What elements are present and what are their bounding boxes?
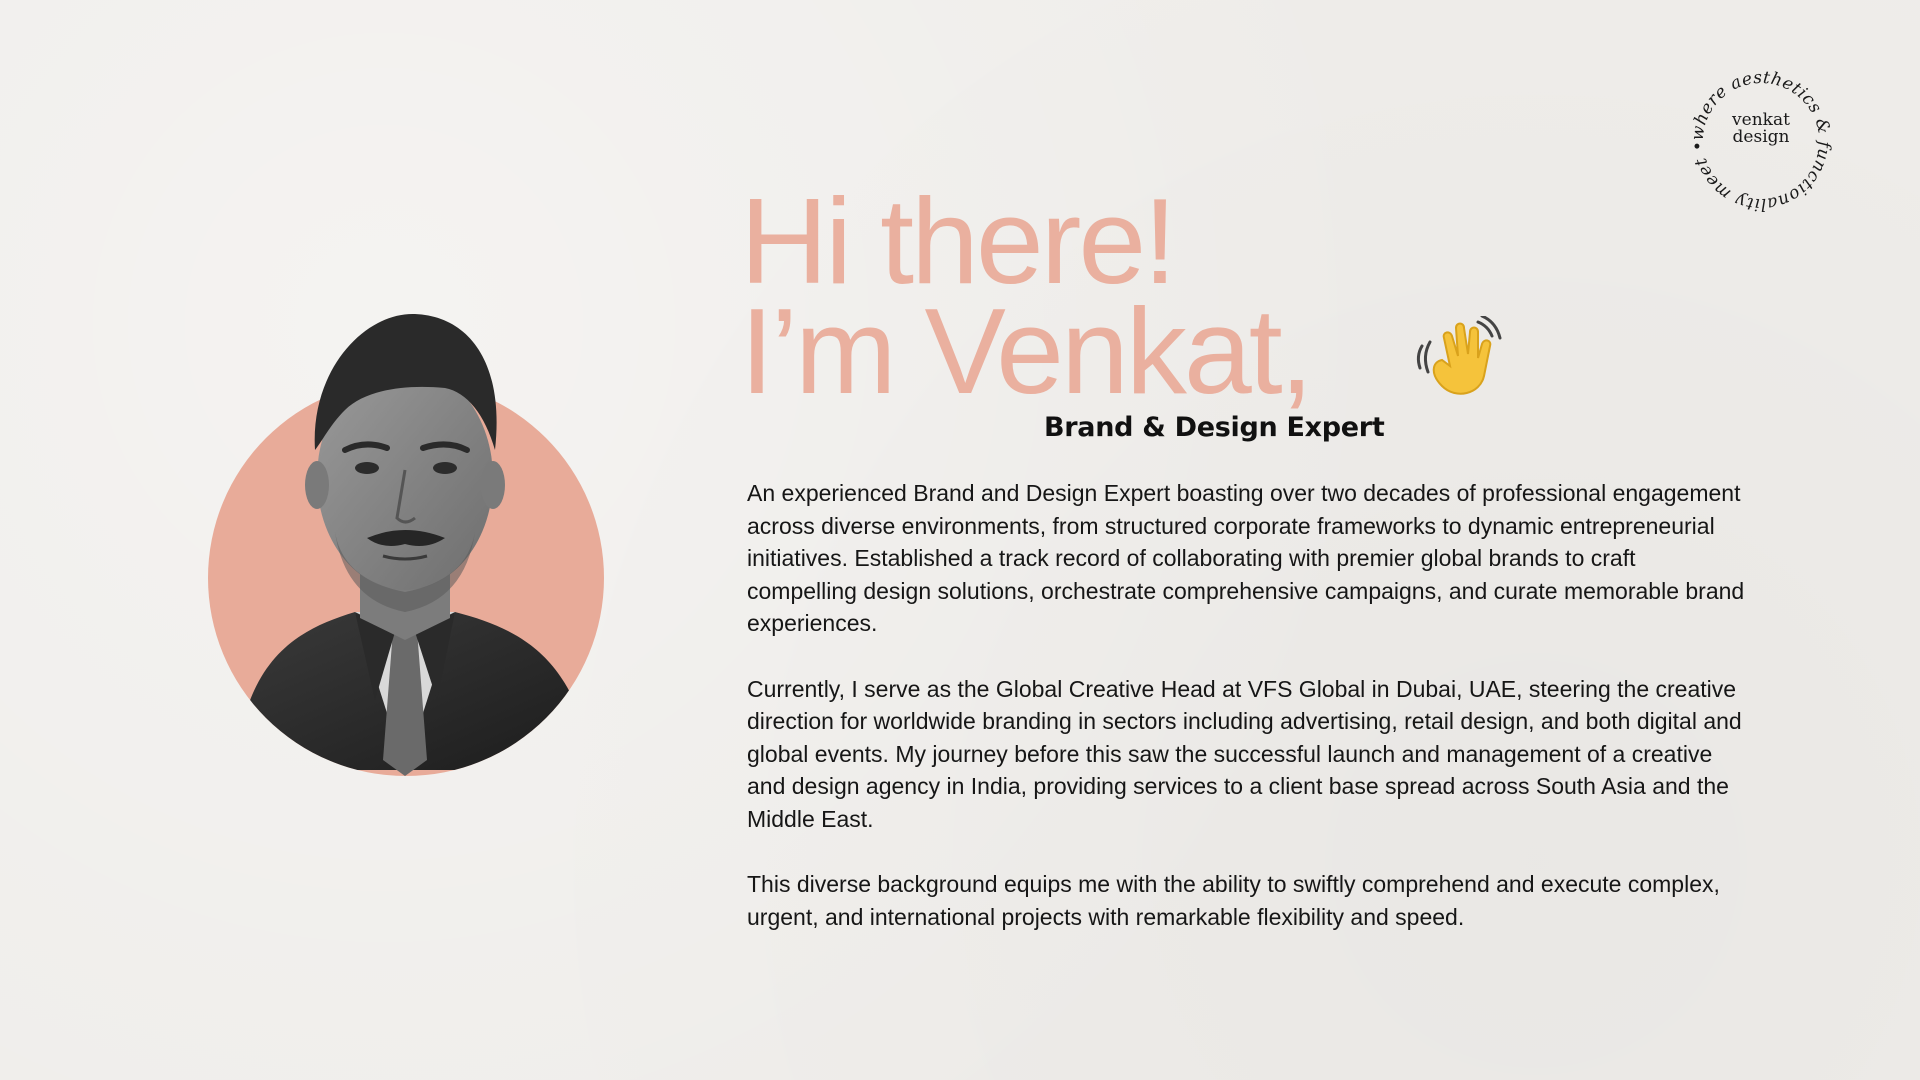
portrait-photo — [205, 300, 605, 776]
job-title: Brand & Design Expert — [1044, 412, 1385, 443]
logo-wordmark-line1: venkat — [1732, 110, 1790, 130]
profile-portrait — [205, 300, 605, 770]
logo-wordmark-line2: design — [1732, 127, 1790, 147]
bio-section — [747, 477, 1747, 966]
greeting-heading — [740, 173, 1311, 419]
bio-paragraph-3: This diverse background equips me with the ability to swiftly comprehend and execute complex, urgent, and international projects with remarkable flexibility and speed. — [747, 871, 1720, 930]
greeting-line-1: Hi there! — [740, 173, 1175, 309]
bio-paragraph-2: Currently, I serve as the Global Creative Head at VFS Global in Dubai, UAE, steering the creative direction for worldwide branding in sectors including advertising, retail design, and both digital and global events. My journey before this saw the successful launch and management of a creative and design agency in India, providing services to a client base spread across South Asia and the Middle East. — [747, 675, 1742, 832]
brand-logo — [1686, 66, 1836, 216]
waving-hand-icon — [1412, 316, 1502, 402]
bio-paragraph-1: An experienced Brand and Design Expert boasting over two decades of professional engagement across diverse environments, from structured corporate frameworks to dynamic entrepreneurial initiatives. Established a track record of collaborating with premier global brands to craft compelling design solutions, orchestrate comprehensive campaigns, and curate memorable brand experiences. — [747, 480, 1745, 637]
greeting-line-2: I’m Venkat, — [740, 283, 1311, 419]
logo-tagline: where aesthetics & functionality meet • — [1687, 67, 1835, 215]
logo-wordmark — [1686, 112, 1836, 146]
